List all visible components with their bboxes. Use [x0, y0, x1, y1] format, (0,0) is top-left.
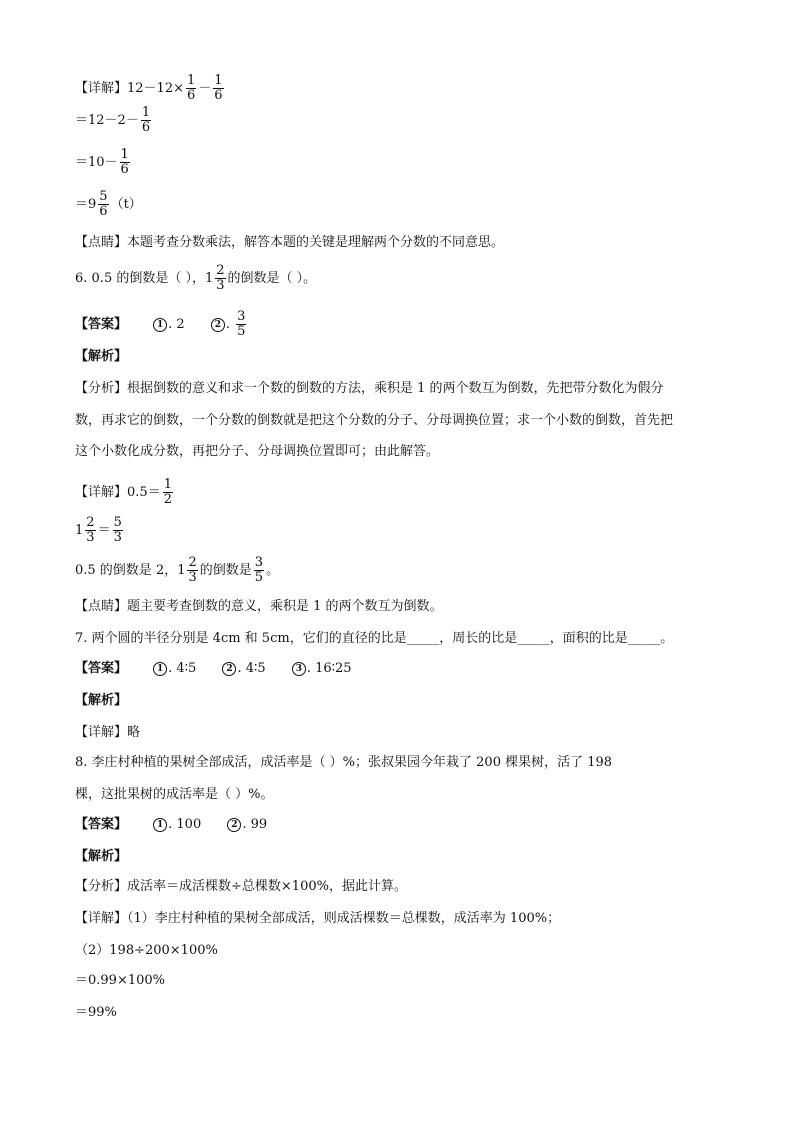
analysis-tag: 【分析】	[75, 381, 128, 396]
q6-stem: 6. 0.5 的倒数是（ ），1 $\frac{2}{3}$ 的倒数是（ ）。	[75, 263, 317, 293]
q6-analysis-line1: 【分析】根据倒数的意义和求一个数的倒数的方法，乘积是 1 的两个数互为倒数，先把带分数化为假分	[75, 381, 664, 396]
fraction: $\frac{2}{3}$	[188, 555, 197, 585]
q8-detail-line2: （2）198÷200×100%	[75, 943, 218, 958]
answer-item: 1 . 2	[153, 317, 185, 332]
answer-item: 2 . $\frac{3}{5}$	[211, 317, 249, 332]
q7-analysis-title: 【解析】	[75, 693, 128, 708]
detail-tag: 【详解】	[75, 911, 128, 926]
q7-answer	[75, 660, 374, 678]
q6-detail-line2: 1 $\frac{2}{3}$ ＝ $\frac{5}{3}$	[75, 515, 122, 545]
fraction: $\frac{5}{3}$	[113, 515, 122, 545]
circled-number: 3	[292, 662, 306, 676]
q5-detail-line3: ＝10－ $\frac{1}{6}$	[75, 147, 129, 177]
fraction: $\frac{1}{6}$	[120, 147, 129, 177]
q8-analysis-title: 【解析】	[75, 849, 128, 864]
q6-analysis-title: 【解析】	[75, 349, 128, 364]
q8-detail-line3: ＝0.99×100%	[75, 973, 166, 988]
circled-number: 2	[222, 662, 236, 676]
circled-number: 2	[227, 818, 241, 832]
answer-item: 2 . 99	[227, 817, 267, 832]
fraction: $\frac{2}{3}$	[86, 515, 95, 545]
answer-item: 3 . 16∶25	[292, 661, 352, 676]
q5-detail-line2: ＝12－2－ $\frac{1}{6}$	[75, 105, 151, 135]
detail-tag: 【详解】	[75, 485, 128, 500]
analysis-tag: 【分析】	[75, 879, 128, 894]
fraction: $\frac{1}{2}$	[163, 477, 172, 507]
fraction: $\frac{2}{3}$	[216, 263, 225, 293]
answer-tag: 【答案】	[75, 661, 128, 676]
answer-tag: 【答案】	[75, 317, 128, 332]
q8-detail-line4: ＝99%	[75, 1005, 117, 1020]
comment-tag: 【点睛】	[75, 235, 128, 250]
fraction: $\frac{3}{5}$	[237, 309, 246, 339]
q7-detail: 【详解】略	[75, 725, 141, 740]
q6-analysis-line2: 数，再求它的倒数，一个分数的倒数就是把这个分数的分子、分母调换位置；求一个小数的倒数，首先把	[75, 413, 674, 428]
fraction: $\frac{1}{6}$	[187, 73, 196, 103]
q8-stem-line2: 棵，这批果树的成活率是（ ）%。	[75, 787, 274, 802]
fraction: $\frac{3}{5}$	[254, 555, 264, 585]
fraction: $\frac{1}{6}$	[214, 73, 223, 103]
q8-analysis: 【分析】成活率＝成活棵数÷总棵数×100%，据此计算。	[75, 879, 407, 894]
detail-tag: 【详解】	[75, 81, 128, 96]
fraction: $\frac{1}{6}$	[141, 105, 151, 135]
q7-stem: 7. 两个圆的半径分别是 4cm 和 5cm，它们的直径的比是_____，周长的比是_____，面积的比是_____。	[75, 631, 674, 646]
detail-tag: 【详解】	[75, 725, 128, 740]
answer-tag: 【答案】	[75, 817, 128, 832]
circled-number: 1	[153, 662, 167, 676]
fraction: $\frac{5}{6}$	[99, 189, 108, 219]
circled-number: 1	[153, 318, 167, 332]
q6-answer	[75, 310, 270, 339]
q6-analysis-line3: 这个小数化成分数，再把分子、分母调换位置即可；由此解答。	[75, 444, 440, 459]
q6-detail-line1: 【详解】0.5＝ $\frac{1}{2}$	[75, 477, 172, 507]
circled-number: 1	[153, 818, 167, 832]
q5-detail-line1: 【详解】12－12× $\frac{1}{6}$ － $\frac{1}{6}$	[75, 73, 223, 103]
answer-item: 1 . 100	[153, 817, 201, 832]
q6-comment: 【点睛】题主要考查倒数的意义，乘积是 1 的两个数互为倒数。	[75, 599, 443, 614]
answer-item: 1 . 4∶5	[153, 661, 196, 676]
circled-number: 2	[211, 318, 225, 332]
answer-item: 2 . 4∶5	[222, 661, 265, 676]
q8-stem-line1: 8. 李庄村种植的果树全部成活，成活率是（ ）%；张叔果园今年栽了 200 棵果树，活了 198	[75, 755, 613, 770]
q8-answer	[75, 816, 289, 834]
q6-detail-line3: 0.5 的倒数是 2，1 $\frac{2}{3}$ 的倒数是 $\frac{3}{5}$ 。	[75, 555, 280, 585]
q5-detail-line4: ＝9 $\frac{5}{6}$ （t）	[75, 189, 142, 219]
q5-comment: 【点睛】本题考查分数乘法，解答本题的关键是理解两个分数的不同意思。	[75, 235, 505, 250]
comment-tag: 【点睛】	[75, 599, 128, 614]
q8-detail-line1: 【详解】（1）李庄村种植的果树全部成活，则成活棵数＝总棵数，成活率为 100%；	[75, 911, 561, 926]
